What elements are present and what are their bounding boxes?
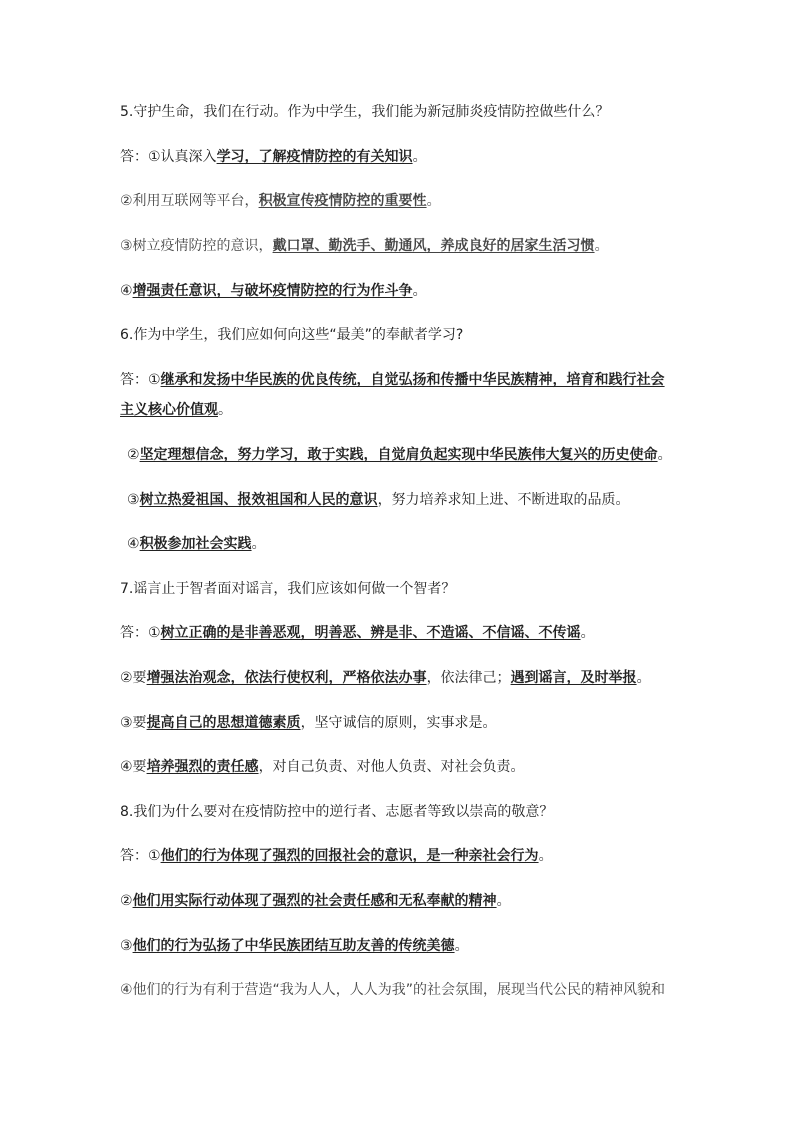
answer-5-item-2	[120, 192, 680, 210]
text-segment: 。	[218, 402, 232, 418]
answer-5-item-1	[120, 148, 680, 166]
key-point: 学习，了解疫情防控的有关知识	[216, 149, 413, 165]
text-segment: 7.谣言止于智者面对谣言，我们应该如何做一个智者？	[120, 581, 456, 597]
key-point: 戴口罩、勤洗手、勤通风，养成良好的居家生活习惯	[272, 238, 595, 254]
answer-6-item-4	[127, 535, 687, 553]
text-segment: ④要	[120, 759, 147, 775]
key-point: 主义核心价值观	[120, 402, 218, 418]
answer-7-item-4	[120, 758, 680, 776]
text-segment: 。	[426, 193, 441, 209]
text-segment: ，依法律己；	[426, 670, 511, 686]
text-segment: 。	[594, 238, 609, 254]
text-segment: ②要	[120, 670, 147, 686]
key-point: 培养强烈的责任感	[146, 759, 259, 775]
question-5	[120, 103, 680, 121]
key-point: 树立热爱祖国、报效祖国和人民的意识	[139, 492, 378, 508]
answer-8-item-1	[120, 847, 680, 865]
text-segment: ②	[127, 447, 140, 463]
text-segment: ③树立疫情防控的意识，	[120, 238, 273, 254]
text-segment: 。	[251, 536, 266, 552]
answer-6-item-1	[120, 371, 680, 389]
text-segment: ②	[120, 893, 133, 909]
text-segment: 。	[580, 625, 595, 641]
answer-6-item-3	[127, 491, 687, 509]
text-segment: ③	[120, 938, 133, 954]
text-segment: ③	[127, 492, 140, 508]
text-segment: ，努力培养求知上进、不断进取的品质。	[377, 492, 630, 508]
key-point: 提高自己的思想道德素质	[146, 715, 301, 731]
text-segment: 答：①	[120, 848, 161, 864]
answer-8-item-3	[120, 937, 680, 955]
text-segment: 6.作为中学生，我们应如何向这些“最美”的奉献者学习?	[120, 327, 464, 343]
text-segment: ④他们的行为有利于营造“我为人人，人人为我”的社会氛围，展现当代公民的精神风貌和	[120, 982, 666, 998]
answer-6-item-2	[127, 446, 687, 464]
answer-7-item-3	[120, 714, 680, 732]
question-7	[120, 580, 680, 598]
key-point: 遇到谣言，及时举报	[510, 670, 637, 686]
answer-5-item-3	[120, 237, 680, 255]
key-point: 增强法治观念，依法行使权利，严格依法办事	[146, 670, 427, 686]
text-segment: 答：①	[120, 372, 161, 388]
key-point: 继承和发扬中华民族的优良传统，自觉弘扬和传播中华民族精神，培育和践行社会	[160, 372, 665, 388]
text-segment: 5.守护生命，我们在行动。作为中学生，我们能为新冠肺炎疫情防控做些什么？	[120, 104, 610, 120]
text-segment: ，对自己负责、对他人负责、对社会负责。	[258, 759, 525, 775]
text-segment: ③要	[120, 715, 147, 731]
answer-8-item-2	[120, 892, 680, 910]
text-segment: 。	[538, 848, 553, 864]
text-segment: ②利用互联网等平台，	[120, 193, 259, 209]
text-segment: 。	[657, 447, 672, 463]
answer-8-item-4	[120, 981, 680, 999]
text-segment: 。	[454, 938, 469, 954]
text-segment: 。	[496, 893, 511, 909]
text-segment: ④	[127, 536, 140, 552]
answer-5-item-4	[120, 282, 680, 300]
key-point: 坚定理想信念，努力学习，敢于实践，自觉肩负起实现中华民族伟大复兴的历史使命	[139, 447, 658, 463]
text-segment: 答：①	[120, 625, 161, 641]
question-8	[120, 803, 680, 821]
key-point: 他们的行为弘扬了中华民族团结互助友善的传统美德	[132, 938, 455, 954]
text-segment: 答：①认真深入	[120, 149, 217, 165]
text-segment: 。	[412, 283, 427, 299]
answer-7-item-2	[120, 669, 680, 687]
key-point: 他们的行为体现了强烈的回报社会的意识，是一种亲社会行为	[160, 848, 539, 864]
key-point: 他们用实际行动体现了强烈的社会责任感和无私奉献的精神	[132, 893, 497, 909]
key-point: 积极宣传疫情防控的重要性	[258, 193, 427, 209]
key-point: 增强责任意识，与破坏疫情防控的行为作斗争	[132, 283, 413, 299]
text-segment: 8.我们为什么要对在疫情防控中的逆行者、志愿者等致以崇高的敬意？	[120, 804, 554, 820]
answer-6-item-1-continued	[120, 401, 680, 419]
text-segment: ，坚守诚信的原则，实事求是。	[300, 715, 497, 731]
text-segment: 。	[636, 670, 651, 686]
text-segment: 。	[412, 149, 427, 165]
key-point: 积极参加社会实践	[139, 536, 252, 552]
answer-7-item-1	[120, 624, 680, 642]
question-6	[120, 326, 680, 344]
text-segment: ④	[120, 283, 133, 299]
key-point: 树立正确的是非善恶观，明善恶、辨是非、不造谣、不信谣、不传谣	[160, 625, 581, 641]
